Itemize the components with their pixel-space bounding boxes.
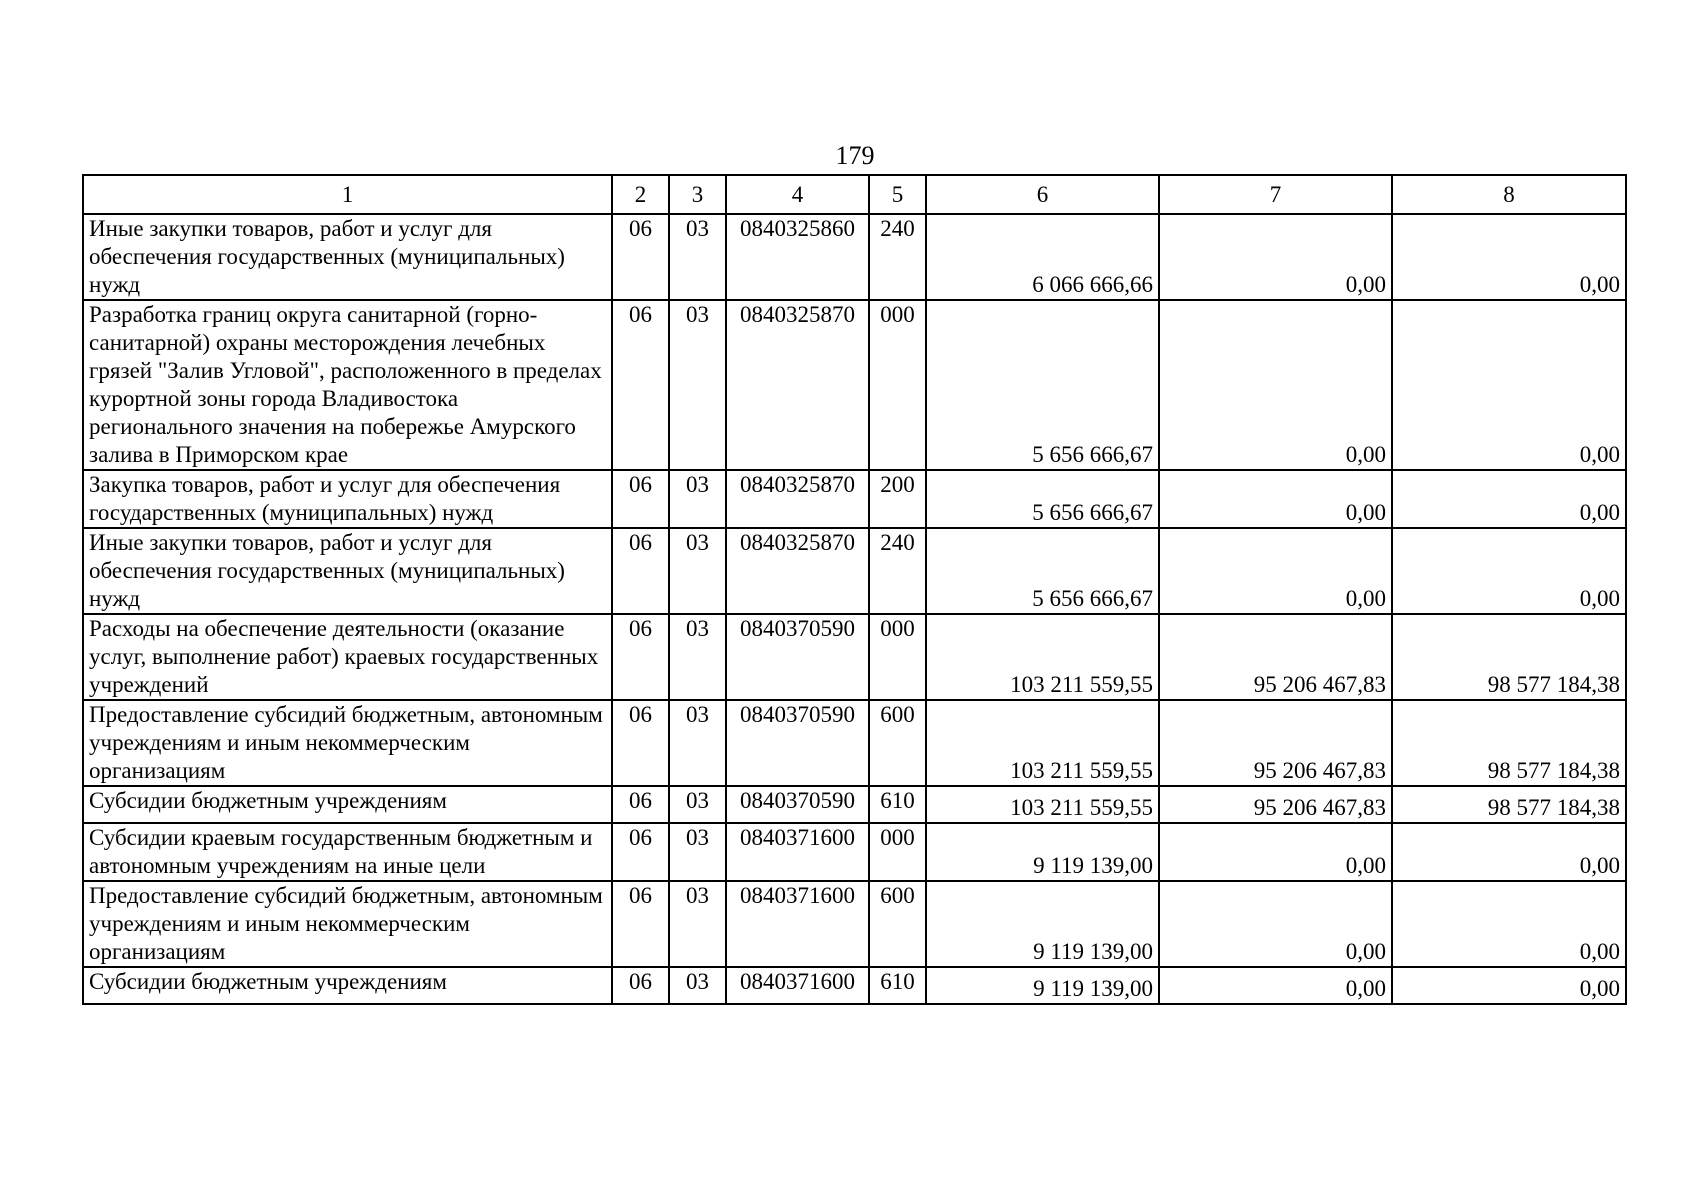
target-article-cell: 0840325870: [726, 528, 869, 614]
row-name-cell: Предоставление субсидий бюджетным, автономным учреждениям и иным некоммерческим организациям: [83, 881, 612, 967]
table-row: [83, 214, 1626, 300]
target-article-cell: 0840371600: [726, 881, 869, 967]
table-row: [83, 470, 1626, 528]
expense-type-cell: 200: [869, 470, 926, 528]
table-row: [83, 614, 1626, 700]
row-name-cell: Расходы на обеспечение деятельности (оказание услуг, выполнение работ) краевых государственных учреждений: [83, 614, 612, 700]
amount-year1-cell: 103 211 559,55: [926, 614, 1159, 700]
amount-year1-cell: 103 211 559,55: [926, 786, 1159, 823]
subsection-code-cell: 03: [669, 528, 726, 614]
section-code-cell: 06: [612, 300, 669, 470]
table-row: [83, 528, 1626, 614]
expense-type-cell: 240: [869, 528, 926, 614]
subsection-code-cell: 03: [669, 214, 726, 300]
amount-year1-cell: 5 656 666,67: [926, 528, 1159, 614]
amount-year3-cell: 0,00: [1392, 823, 1626, 881]
subsection-code-cell: 03: [669, 470, 726, 528]
table-row: [83, 881, 1626, 967]
target-article-cell: 0840370590: [726, 700, 869, 786]
table-row: [83, 823, 1626, 881]
table-row: [83, 700, 1626, 786]
amount-year2-cell: 0,00: [1159, 967, 1392, 1004]
target-article-cell: 0840325870: [726, 300, 869, 470]
amount-year1-cell: 103 211 559,55: [926, 700, 1159, 786]
header-cell: 3: [669, 175, 726, 214]
table-row: [83, 300, 1626, 470]
row-name-cell: Закупка товаров, работ и услуг для обеспечения государственных (муниципальных) нужд: [83, 470, 612, 528]
header-cell: 8: [1392, 175, 1626, 214]
subsection-code-cell: 03: [669, 300, 726, 470]
amount-year3-cell: 98 577 184,38: [1392, 614, 1626, 700]
header-cell: 6: [926, 175, 1159, 214]
row-name-cell: Иные закупки товаров, работ и услуг для обеспечения государственных (муниципальных) нужд: [83, 528, 612, 614]
table-row: [83, 967, 1626, 1004]
amount-year2-cell: 0,00: [1159, 470, 1392, 528]
section-code-cell: 06: [612, 823, 669, 881]
amount-year1-cell: 5 656 666,67: [926, 470, 1159, 528]
section-code-cell: 06: [612, 214, 669, 300]
subsection-code-cell: 03: [669, 823, 726, 881]
section-code-cell: 06: [612, 881, 669, 967]
subsection-code-cell: 03: [669, 881, 726, 967]
header-row: [83, 175, 1626, 214]
target-article-cell: 0840325870: [726, 470, 869, 528]
subsection-code-cell: 03: [669, 700, 726, 786]
amount-year3-cell: 0,00: [1392, 881, 1626, 967]
subsection-code-cell: 03: [669, 786, 726, 823]
header-cell: 7: [1159, 175, 1392, 214]
expense-type-cell: 000: [869, 823, 926, 881]
expense-type-cell: 610: [869, 967, 926, 1004]
amount-year3-cell: 0,00: [1392, 967, 1626, 1004]
target-article-cell: 0840325860: [726, 214, 869, 300]
subsection-code-cell: 03: [669, 967, 726, 1004]
section-code-cell: 06: [612, 470, 669, 528]
section-code-cell: 06: [612, 786, 669, 823]
row-name-cell: Предоставление субсидий бюджетным, автономным учреждениям и иным некоммерческим организациям: [83, 700, 612, 786]
amount-year1-cell: 9 119 139,00: [926, 967, 1159, 1004]
amount-year3-cell: 0,00: [1392, 470, 1626, 528]
row-name-cell: Субсидии краевым государственным бюджетным и автономным учреждениям на иные цели: [83, 823, 612, 881]
amount-year2-cell: 95 206 467,83: [1159, 700, 1392, 786]
row-name-cell: Иные закупки товаров, работ и услуг для обеспечения государственных (муниципальных) нужд: [83, 214, 612, 300]
target-article-cell: 0840371600: [726, 967, 869, 1004]
target-article-cell: 0840370590: [726, 786, 869, 823]
amount-year2-cell: 0,00: [1159, 881, 1392, 967]
section-code-cell: 06: [612, 528, 669, 614]
page-number: 179: [835, 141, 875, 170]
expense-type-cell: 240: [869, 214, 926, 300]
amount-year3-cell: 98 577 184,38: [1392, 786, 1626, 823]
amount-year3-cell: 98 577 184,38: [1392, 700, 1626, 786]
header-cell: 1: [83, 175, 612, 214]
header-cell: 4: [726, 175, 869, 214]
target-article-cell: 0840371600: [726, 823, 869, 881]
amount-year3-cell: 0,00: [1392, 300, 1626, 470]
amount-year3-cell: 0,00: [1392, 528, 1626, 614]
amount-year3-cell: 0,00: [1392, 214, 1626, 300]
amount-year2-cell: 95 206 467,83: [1159, 786, 1392, 823]
row-name-cell: Субсидии бюджетным учреждениям: [83, 967, 612, 1004]
section-code-cell: 06: [612, 700, 669, 786]
expense-type-cell: 600: [869, 700, 926, 786]
amount-year1-cell: 6 066 666,66: [926, 214, 1159, 300]
amount-year1-cell: 5 656 666,67: [926, 300, 1159, 470]
subsection-code-cell: 03: [669, 614, 726, 700]
section-code-cell: 06: [612, 967, 669, 1004]
target-article-cell: 0840370590: [726, 614, 869, 700]
amount-year2-cell: 0,00: [1159, 300, 1392, 470]
expense-type-cell: 000: [869, 614, 926, 700]
row-name-cell: Субсидии бюджетным учреждениям: [83, 786, 612, 823]
amount-year2-cell: 0,00: [1159, 214, 1392, 300]
section-code-cell: 06: [612, 614, 669, 700]
table-row: [83, 786, 1626, 823]
header-cell: 5: [869, 175, 926, 214]
budget-table: [82, 174, 1627, 1005]
amount-year1-cell: 9 119 139,00: [926, 881, 1159, 967]
amount-year2-cell: 0,00: [1159, 823, 1392, 881]
row-name-cell: Разработка границ округа санитарной (горно-санитарной) охраны месторождения лечебных грязей "Залив Угловой", расположенного в пределах курортной зоны города Владивостока регионального значения на побережье Амурского залива в Приморском крае: [83, 300, 612, 470]
amount-year2-cell: 0,00: [1159, 528, 1392, 614]
expense-type-cell: 000: [869, 300, 926, 470]
amount-year1-cell: 9 119 139,00: [926, 823, 1159, 881]
expense-type-cell: 600: [869, 881, 926, 967]
amount-year2-cell: 95 206 467,83: [1159, 614, 1392, 700]
expense-type-cell: 610: [869, 786, 926, 823]
header-cell: 2: [612, 175, 669, 214]
